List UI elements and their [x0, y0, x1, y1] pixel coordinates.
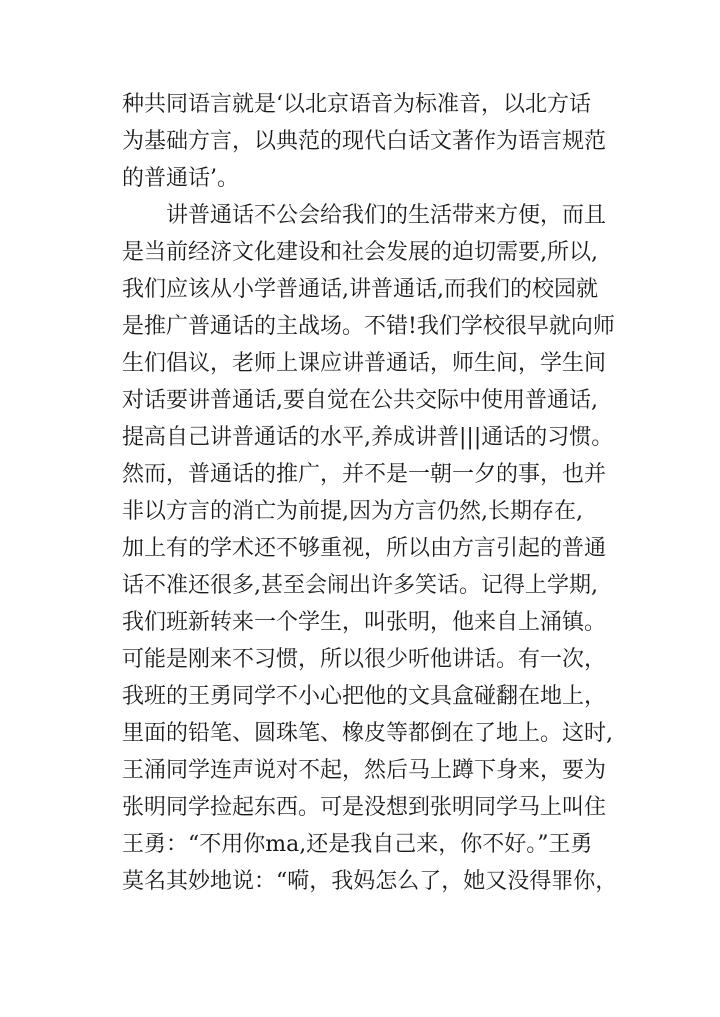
text-line: 可能是刚来不习惯，所以很少听他讲话。有一次，	[122, 647, 607, 672]
text-line: 话不准还很多,甚至会闹出许多笑话。记得上学期,	[122, 573, 598, 598]
text-line: 里面的铅笔、圆珠笔、橡皮等都倒在了地上。这时,	[122, 721, 613, 746]
text-line: 生们倡议，老师上课应讲普通话，师生间，学生间	[122, 351, 607, 376]
text-line: 王涌同学连声说对不起，然后马上蹲下身来，要为	[122, 758, 607, 783]
text-line: 张明同学捡起东西。可是没想到张明同学马上叫住	[122, 795, 607, 820]
text-line: 我们班新转来一个学生，叫张明，他来自上涌镇。	[122, 610, 607, 635]
text-line: 加上有的学术还不够重视，所以由方言引起的普通	[122, 536, 607, 561]
text-line: 我们应该从小学普通话,讲普通话,而我们的校园就	[122, 277, 598, 302]
text-line: 提高自己讲普通话的水平,养成讲普|||通话的习惯。	[122, 425, 614, 450]
text-line: 莫名其妙地说：“嗬，我妈怎么了，她又没得罪你，	[122, 869, 618, 894]
text-line: 为基础方言，以典范的现代白话文著作为语言规范	[122, 129, 607, 154]
body-text	[122, 86, 622, 900]
text-line: 王勇：“不用你ma,还是我自己来，你不好。”王勇	[122, 832, 593, 857]
text-line: 非以方言的消亡为前提,因为方言仍然,长期存在,	[122, 499, 583, 524]
text-line: 我班的王勇同学不小心把他的文具盒碰翻在地上，	[122, 684, 607, 709]
text-line: 然而，普通话的推广，并不是一朝一夕的事，也并	[122, 462, 607, 487]
text-line: 是当前经济文化建设和社会发展的迫切需要,所以,	[122, 240, 598, 265]
text-line: 的普通话’。	[122, 166, 239, 191]
paragraph-first-line: 讲普通话不公会给我们的生活带来方便，而且	[166, 203, 607, 228]
text-line: 对话要讲普通话,要自觉在公共交际中使用普通话,	[122, 388, 598, 413]
text-line: 是推广普通话的主战场。不错!我们学校很早就向师	[122, 314, 615, 339]
text-line: 种共同语言就是‘以北京语音为标准音，以北方话	[122, 92, 591, 117]
